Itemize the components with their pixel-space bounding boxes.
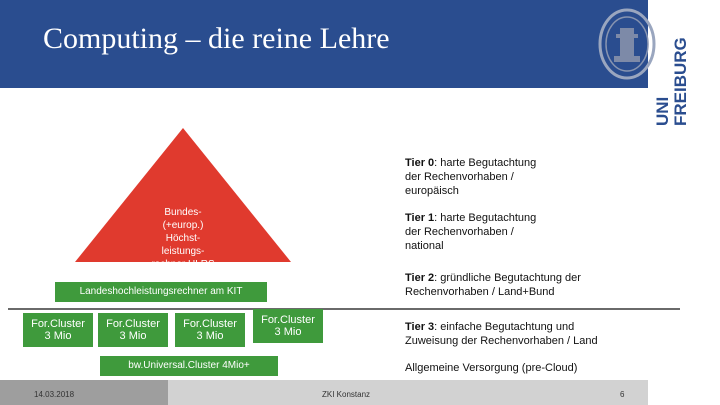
forcluster-name: For.Cluster [31, 318, 85, 330]
tier-name: Tier 3 [405, 321, 435, 333]
forcluster-box [175, 313, 245, 347]
slide-title: Computing – die reine Lehre [43, 22, 390, 55]
tier-line: europäisch [405, 185, 459, 197]
forcluster-box [253, 309, 323, 343]
tier-name: Tier 1 [405, 212, 435, 224]
forcluster-budget: 3 Mio [274, 326, 302, 338]
divider-line [8, 308, 680, 310]
triangle-label-line: rechner HLRS [151, 259, 215, 270]
kit-box: Landeshochleistungsrechner am KIT [55, 282, 267, 302]
tier-line: der Rechenvorhaben / [405, 171, 514, 183]
tier-name: Tier 0 [405, 157, 435, 169]
forcluster-name: For.Cluster [106, 318, 160, 330]
tier1-description [405, 211, 536, 253]
triangle-label-line: (+europ.) [162, 220, 204, 231]
tier-line: Rechenvorhaben / Land+Bund [405, 286, 555, 298]
tier-text: : einfache Begutachtung und [434, 321, 575, 333]
triangle-label-line: Bundes- [164, 207, 202, 218]
tier-line: national [405, 240, 444, 252]
tier2-description [405, 271, 581, 299]
footer-venue: ZKI Konstanz [322, 390, 371, 399]
logo-line-uni: UNI [653, 96, 672, 126]
tier-text: : harte Begutachtung [434, 212, 537, 224]
tier-name: Tier 2 [405, 272, 435, 284]
logo-line-freiburg: FREIBURG [671, 37, 690, 126]
tier-text: : gründliche Begutachtung der [434, 272, 581, 284]
forcluster-name: For.Cluster [261, 314, 315, 326]
bwunicluster-box: bw.Universal.Cluster 4Mio+ [100, 356, 278, 376]
forcluster-budget: 3 Mio [119, 330, 147, 342]
footer-left-panel [0, 380, 168, 405]
tier-text: : harte Begutachtung [434, 157, 537, 169]
forcluster-box [23, 313, 93, 347]
triangle-label-line: Höchst- [165, 233, 201, 244]
tier-line: Zuweisung der Rechenvorhaben / Land [405, 335, 598, 347]
tier0-triangle-label [133, 206, 233, 271]
uni-freiburg-logo [650, 30, 690, 126]
forcluster-name: For.Cluster [183, 318, 237, 330]
slide-header [0, 0, 648, 88]
general-supply-description: Allgemeine Versorgung (pre-Cloud) [405, 362, 578, 374]
tier0-description [405, 156, 536, 198]
forcluster-box [98, 313, 168, 347]
page-number: 6 [620, 390, 625, 399]
tier3-description [405, 320, 598, 348]
forcluster-budget: 3 Mio [44, 330, 72, 342]
forcluster-budget: 3 Mio [196, 330, 224, 342]
tier-line: der Rechenvorhaben / [405, 226, 514, 238]
footer-date: 14.03.2018 [34, 390, 75, 399]
triangle-label-line: leistungs- [161, 246, 205, 257]
university-seal-icon [596, 4, 658, 84]
